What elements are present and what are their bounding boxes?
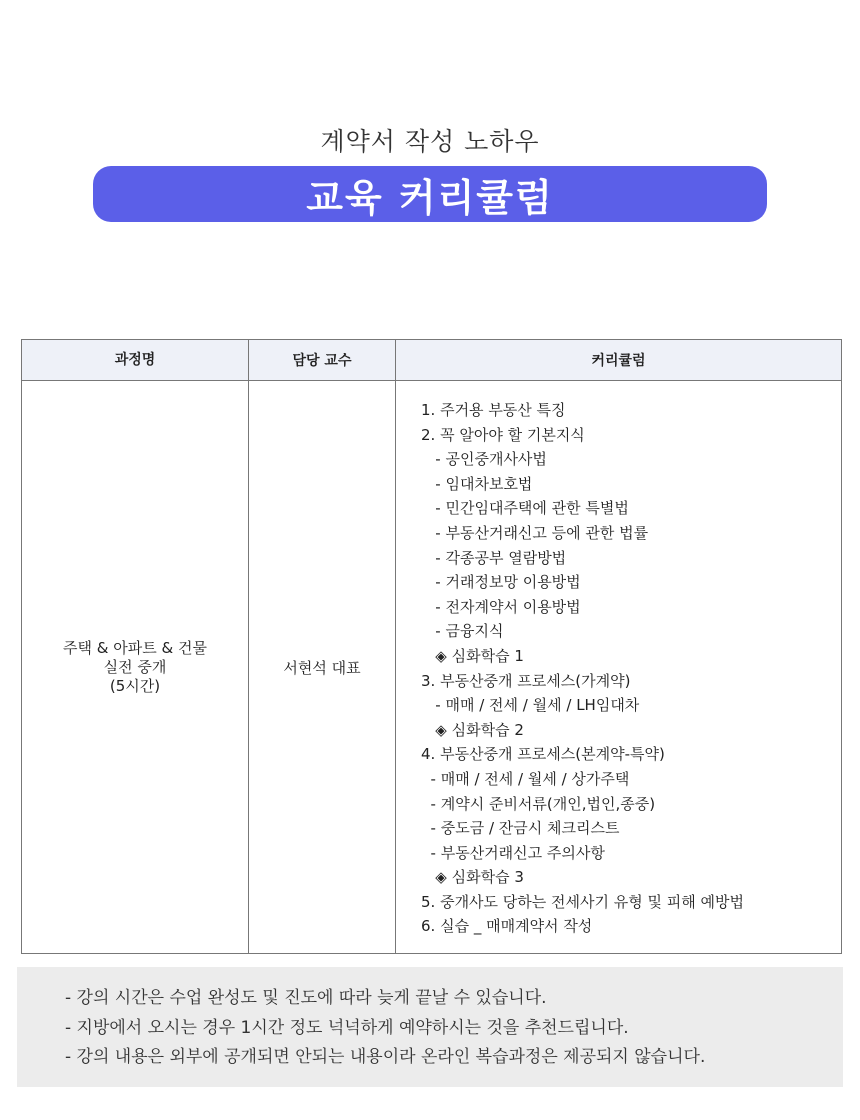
col-header-instructor: 담당 교수: [249, 340, 396, 381]
curriculum-item: - 전자계약서 이용방법: [421, 597, 581, 616]
course-name-cell: [22, 381, 249, 954]
curriculum-item: - 매매 / 전세 / 월세 / LH임대차: [421, 696, 640, 715]
instructor-cell: 서현석 대표: [249, 381, 396, 954]
curriculum-item: 6. 실습 _ 매매계약서 작성: [421, 917, 593, 936]
curriculum-item: 5. 중개사도 당하는 전세사기 유형 및 피해 예방법: [421, 892, 744, 911]
note-item: - 지방에서 오시는 경우 1시간 정도 넉넉하게 예약하시는 것을 추천드립니다.: [65, 1017, 629, 1038]
page-subtitle: 계약서 작성 노하우: [320, 127, 540, 156]
curriculum-item: - 공인중개사사법: [421, 450, 547, 469]
curriculum-item: - 중도금 / 잔금시 체크리스트: [421, 819, 620, 838]
curriculum-item: 3. 부동산중개 프로세스(가계약): [421, 671, 631, 690]
course-name-line: 실전 중개: [103, 657, 167, 676]
curriculum-item: - 민간임대주택에 관한 특별법: [421, 499, 629, 518]
curriculum-item: - 매매 / 전세 / 월세 / 상가주택: [421, 769, 630, 788]
table-header-row: [22, 340, 842, 381]
course-name-line: 주택 & 아파트 & 건물: [63, 638, 207, 657]
curriculum-item: ◈ 심화학습 1: [421, 646, 524, 665]
curriculum-item: - 부동산거래신고 주의사항: [421, 843, 605, 862]
curriculum-item: 4. 부동산중개 프로세스(본계약-특약): [421, 745, 665, 764]
curriculum-item: - 계약시 준비서류(개인,법인,종중): [421, 794, 656, 813]
curriculum-item: - 임대차보호법: [421, 474, 533, 493]
note-item: - 강의 시간은 수업 완성도 및 진도에 따라 늦게 끝날 수 있습니다.: [65, 988, 547, 1008]
curriculum-item: - 각종공부 열람방법: [421, 548, 567, 567]
page-title: 교육 커리큘럼: [306, 175, 554, 220]
curriculum-item: - 부동산거래신고 등에 관한 법률: [421, 523, 649, 542]
table-row: [22, 381, 842, 954]
col-header-curriculum: 커리큘럼: [396, 340, 842, 381]
curriculum-table: [21, 339, 842, 954]
notes-box: [17, 967, 843, 1087]
curriculum-cell: [396, 381, 842, 954]
curriculum-item: 2. 꼭 알아야 할 기본지식: [421, 425, 585, 444]
note-item: - 강의 내용은 외부에 공개되면 안되는 내용이라 온라인 복습과정은 제공되지 않습니다.: [65, 1047, 706, 1067]
title-banner: [93, 166, 767, 222]
curriculum-item: - 거래정보망 이용방법: [421, 573, 581, 592]
curriculum-item: ◈ 심화학습 3: [421, 868, 524, 887]
course-name-line: (5시간): [109, 676, 161, 695]
curriculum-item: ◈ 심화학습 2: [421, 720, 524, 739]
curriculum-item: 1. 주거용 부동산 특징: [421, 401, 566, 419]
curriculum-item: - 금융지식: [421, 622, 504, 641]
col-header-course: 과정명: [22, 340, 249, 381]
